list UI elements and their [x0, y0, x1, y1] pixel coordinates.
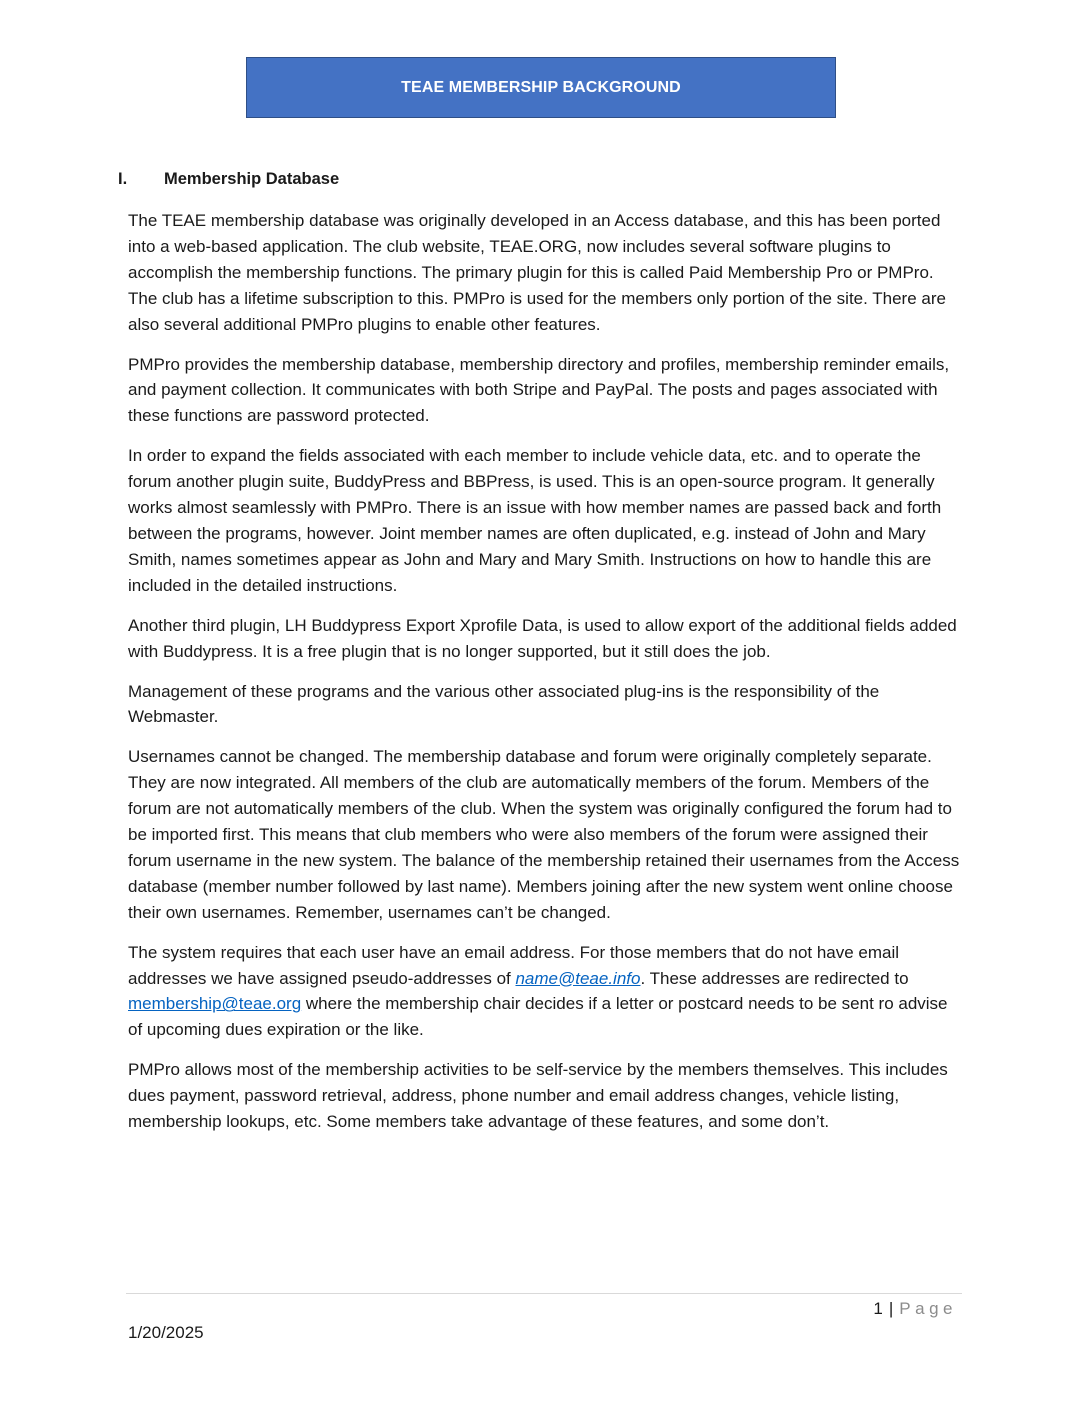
section-title: Membership Database — [164, 170, 340, 188]
document-body — [128, 208, 963, 1149]
section-number: I. — [118, 170, 128, 188]
paragraph-usernames: Usernames cannot be changed. The membership database and forum were originally completely separate. They are now integrated. All members of the club are automatically members of the forum. Members of the forum are not automatically members of the club. When the system was originally configured the forum had to be imported first. This means that club members who were also members of the forum were assigned their forum username in the new system. The balance of the membership retained their usernames from the Access database (member number followed by last name). Members joining after the new system went online choose their own usernames. Remember, usernames can’t be changed. — [128, 747, 960, 922]
paragraph-email-addresses — [128, 940, 963, 1044]
document-title: TEAE MEMBERSHIP BACKGROUND — [401, 78, 681, 96]
page-number: 1 — [873, 1299, 883, 1318]
paragraph-database-origin: The TEAE membership database was originally developed in an Access database, and this has been ported into a web-based application. The club website, TEAE.ORG, now includes several software plugins to accomplish the membership functions. The primary plugin for this is called Paid Membership Pro or PMPro. The club has a lifetime subscription to this. PMPro is used for the members only portion of the site. There are also several additional PMPro plugins to enable other features. — [128, 211, 946, 334]
page-separator: | — [888, 1299, 894, 1318]
document-title-banner — [246, 57, 836, 118]
membership-email-link[interactable]: membership@teae.org — [128, 994, 302, 1014]
page-word: Page — [899, 1299, 957, 1318]
page-number-footer — [873, 1299, 957, 1319]
email-text-a: The system requires that each user have an email address. For those members that do not have email addresses we have assigned pseudo-addresses of — [128, 942, 900, 988]
paragraph-pmpro-features: PMPro provides the membership database, membership directory and profiles, membership reminder emails, and payment collection. It communicates with both Stripe and PayPal. The posts and pages associated with these functions are password protected. — [128, 354, 950, 426]
paragraph-buddypress: In order to expand the fields associated with each member to include vehicle data, etc. and to operate the forum another plugin suite, BuddyPress and BBPress, is used. This is an open-source program. It generally works almost seamlessly with PMPro. There is an issue with how member names are passed back and forth between the programs, however. Joint member names are often duplicated, e.g. instead of John and Mary Smith, names sometimes appear as John and Mary and Mary Smith. Instructions on how to handle this are included in the detailed instructions. — [128, 446, 942, 595]
email-text-b: . These addresses are redirected to — [640, 968, 909, 988]
footer-divider — [126, 1293, 962, 1294]
paragraph-management: Management of these programs and the various other associated plug-ins is the responsibility of the Webmaster. — [128, 681, 880, 727]
email-text-c: where the membership chair decides if a letter or postcard needs to be sent ro advise of upcoming dues expiration or the like. — [128, 994, 948, 1040]
document-date: 1/20/2025 — [128, 1323, 204, 1342]
paragraph-self-service: PMPro allows most of the membership activities to be self-service by the members themselves. This includes dues payment, password retrieval, address, phone number and email address changes, vehicle listing, membership lookups, etc. Some members take advantage of these features, and some don’t. — [128, 1060, 948, 1132]
section-heading — [118, 170, 339, 189]
paragraph-export-plugin: Another third plugin, LH Buddypress Export Xprofile Data, is used to allow export of the additional fields added with Buddypress. It is a free plugin that is no longer supported, but it still does the job. — [128, 615, 957, 661]
pseudo-address-link[interactable]: name@teae.info — [515, 968, 641, 988]
